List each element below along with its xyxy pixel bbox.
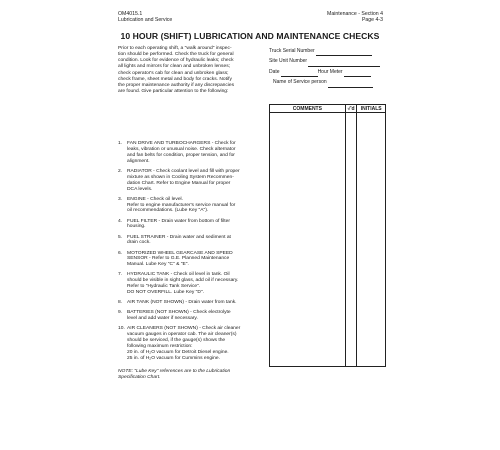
list-item [118, 235, 261, 247]
intro-line: are found. Give particular attention to the following: [118, 89, 229, 95]
list-item [118, 326, 261, 361]
item-line: level and add water if necessary. [127, 316, 198, 322]
item-line: drain cock. [127, 240, 151, 246]
item-line: alignment. [127, 158, 150, 164]
item-line: dation Chart. Refer to Engine Manual for proper [127, 180, 231, 186]
service-person-line[interactable] [328, 81, 373, 88]
hour-meter-line[interactable] [344, 70, 371, 77]
initials-header: INITIALS [357, 105, 386, 113]
intro-line: all lights and mirrors for clean and unbroken lenses; [118, 64, 230, 70]
item-number: 9. [118, 310, 123, 316]
item-number: 5. [118, 234, 123, 240]
site-unit-label: Site Unit Number [269, 58, 308, 65]
record-fields [269, 46, 385, 88]
item-line: following maximum restriction: [127, 344, 193, 350]
section-label: Maintenance - Section 4 [327, 11, 383, 17]
item-line: DCA levels. [127, 186, 153, 192]
item-line: mixture as shown in Cooling System Recommen- [127, 174, 234, 180]
item-line: oil recommendations. (Lube Key "A"). [127, 208, 209, 214]
doc-subtitle: Lubrication and Service [118, 17, 173, 24]
checks-table [269, 104, 386, 367]
item-number: 8. [118, 300, 123, 306]
item-line: should be visible in sight glass, add oil if necessary. [127, 278, 239, 284]
list-item [118, 141, 261, 165]
site-unit-field[interactable] [269, 56, 385, 66]
page-title: 10 HOUR (SHIFT) LUBRICATION AND MAINTENANCE CHECKS [120, 31, 380, 41]
item-number: 6. [118, 250, 123, 256]
list-item [118, 219, 261, 231]
item-line: 25 in. of H₂O vacuum for Cummins engine. [127, 355, 220, 361]
intro-line: Prior to each operating shift, a "walk around" inspec- [118, 46, 232, 51]
list-item [118, 272, 261, 296]
intro-line: check operator's cab for clean and unbroken glass; [118, 70, 229, 76]
item-line: FUEL STRAINER - Drain water and sediment at [127, 234, 231, 240]
table-body-row [270, 113, 386, 367]
list-item [118, 169, 261, 193]
item-line: FUEL FILTER - Drain water from bottom of filter [127, 218, 230, 224]
item-line: housing. [127, 224, 146, 230]
list-item [118, 197, 261, 215]
hour-meter-label: Hour Meter [317, 68, 343, 75]
comments-header: COMMENTS [270, 105, 346, 113]
item-line: MOTORIZED WHEEL GEARCASE AND SPEED [127, 250, 233, 256]
item-line: HYDRAULIC TANK - Check oil level in tank. Oil [127, 272, 230, 278]
item-number: 4. [118, 218, 123, 224]
date-line[interactable] [281, 70, 318, 77]
item-number: 10. [118, 326, 125, 332]
lube-key-note [118, 369, 263, 381]
service-person-label: Name of Service person [273, 79, 327, 86]
initials-cell[interactable] [357, 113, 386, 367]
intro-line: tion should be performed. Check the truck for general [118, 52, 234, 58]
item-line: Refer to "Hydraulic Tank Service". [127, 284, 201, 290]
date-label: Date [269, 68, 280, 75]
site-unit-line[interactable] [308, 60, 380, 67]
table-header-row [270, 105, 386, 113]
item-line: ENGINE - Check oil level. [127, 196, 183, 202]
note-line: NOTE: "Lube Key" references are to the Lubrication [118, 369, 231, 374]
item-line: Refer to engine manufacturer's service manual for [127, 202, 236, 208]
item-line: leaks, vibration or unusual noise. Check alternator [127, 146, 236, 152]
item-line: AIR TANK (NOT SHOWN) - Drain water from tank. [127, 300, 237, 306]
item-line: 20 in. of H₂O vacuum for Detroit Diesel engine. [127, 349, 229, 355]
doc-number: OM4015.1 [118, 11, 143, 17]
date-hour-field[interactable] [269, 67, 385, 77]
item-line: should be serviced, if the gauge(s) shows the [127, 338, 226, 344]
truck-serial-field[interactable] [269, 46, 385, 56]
item-line: and fan belts for condition, proper tension, and for [127, 152, 235, 158]
item-line: vacuum gauges in operator cab. The air cleaner(s) [127, 332, 237, 338]
item-line: FAN DRIVE AND TURBOCHARGERS - Check for [127, 141, 236, 146]
item-number: 2. [118, 168, 123, 174]
item-line: Manual. Lube Key "C" & "E". [127, 262, 189, 268]
item-line: SENSOR - Refer to G.E. Planned Maintenance [127, 256, 230, 262]
checked-header: √'d [345, 105, 357, 113]
intro-line: check frame, sheet metal and body for cracks. Notify [118, 76, 232, 82]
header-right [327, 11, 383, 24]
check-list [118, 141, 261, 366]
list-item [118, 300, 261, 306]
list-item [118, 251, 261, 269]
intro-paragraph [118, 46, 261, 95]
intro-line: the proper maintenance authority if any discrepancies [118, 82, 235, 88]
item-line: BATTERIES (NOT SHOWN) - Check electrolyte [127, 310, 231, 316]
comments-cell[interactable] [270, 113, 346, 367]
item-line: DO NOT OVERFILL. Lube Key "D". [127, 290, 205, 296]
item-line: RADIATOR - Check coolant level and fill with proper [127, 168, 240, 174]
checked-cell[interactable] [345, 113, 357, 367]
item-number: 1. [118, 141, 123, 146]
truck-serial-line[interactable] [316, 49, 372, 56]
intro-line: condition. Look for evidence of hydraulic leaks; check [118, 58, 234, 64]
note-line: Specification Chart. [118, 375, 161, 380]
page-number: Page 4-3 [361, 17, 383, 24]
list-item [118, 310, 261, 322]
item-number: 3. [118, 196, 123, 202]
item-number: 7. [118, 272, 123, 278]
item-line: AIR CLEANERS (NOT SHOWN) - Check air cleaner [127, 326, 241, 332]
truck-serial-label: Truck Serial Number [269, 48, 315, 54]
header-left [118, 11, 172, 24]
service-person-field[interactable] [269, 77, 385, 87]
